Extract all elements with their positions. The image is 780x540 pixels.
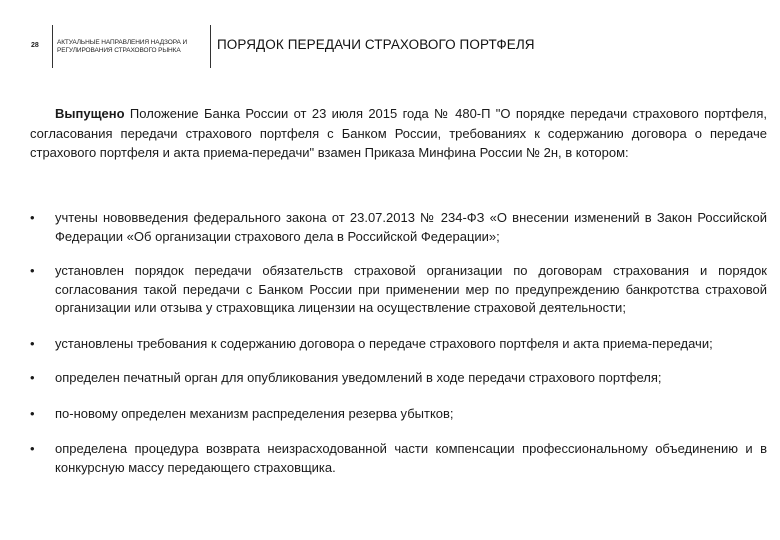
bullet-marker: • [30, 263, 35, 278]
bullet-marker: • [30, 335, 35, 351]
slide-header [0, 0, 780, 80]
page-number: 28 [31, 42, 39, 49]
page-title: ПОРЯДОК ПЕРЕДАЧИ СТРАХОВОГО ПОРТФЕЛЯ [217, 37, 535, 52]
list-item-text: определен печатный орган для опубликования уведомлений в ходе передачи страхового портфеля; [55, 370, 662, 385]
bullet-marker: • [30, 210, 35, 225]
list-item-text: определена процедура возврата неизрасходованной части компенсации профессиональному объединению и в конкурсную массу передающего страховщика. [55, 441, 767, 475]
list-item [30, 209, 767, 246]
list-item [30, 440, 767, 477]
list-item [30, 369, 767, 388]
list-item-text: учтены нововведения федерального закона от 23.07.2013 № 234-ФЗ «О внесении изменений в Закон Российской Федерации «Об организации страхового дела в Российской Федерации»; [55, 210, 767, 244]
list-item [30, 262, 767, 318]
bullet-list [30, 209, 767, 477]
list-item-text: установлен порядок передачи обязательств страховой организации по договорам страхования и порядок согласования такой передачи с Банком России при применении мер по предупреждению банкротства страховой организации или отзыва у страховщика лицензии на осуществление страховой деятельности; [55, 263, 767, 315]
list-item-text: по-новому определен механизм распределения резерва убытков; [55, 405, 454, 421]
header-subtitle: АКТУАЛЬНЫЕ НАПРАВЛЕНИЯ НАДЗОРА И РЕГУЛИРОВАНИЯ СТРАХОВОГО РЫНКА [57, 39, 188, 54]
intro-text: Положение Банка России от 23 июля 2015 года № 480-П "О порядке передачи страхового портфеля, согласования передачи страхового портфеля с Банком России, требованиях к содержанию договора о передаче страхового портфеля и акта приема-передачи" взамен Приказа Минфина России № 2н, в котором: [30, 106, 767, 160]
bullet-marker: • [30, 405, 35, 421]
intro-lead: Выпущено [55, 106, 125, 121]
intro-paragraph [30, 104, 767, 163]
header-divider-left [52, 25, 53, 68]
header-divider-right [210, 25, 211, 68]
list-item [30, 405, 767, 424]
bullet-marker: • [30, 441, 35, 456]
list-item [30, 335, 767, 354]
list-item-text: установлены требования к содержанию договора о передаче страхового портфеля и акта приема-передачи; [55, 335, 713, 351]
bullet-marker: • [30, 370, 35, 385]
